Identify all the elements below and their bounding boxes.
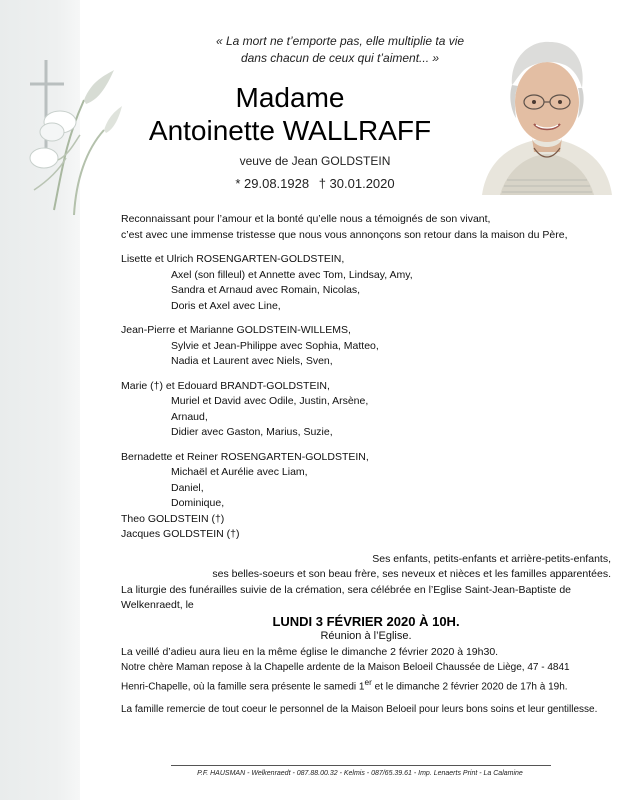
funeral-date: LUNDI 3 FÉVRIER 2020 À 10H. — [272, 613, 460, 629]
family-member: Sylvie et Jean-Philippe avec Sophia, Matteo, — [171, 339, 379, 352]
closing-relatives — [121, 552, 611, 583]
vigil-text: La veillé d’adieu aura lieu en la même église le dimanche 2 février 2020 à 19h30. — [121, 645, 499, 658]
family-member: Muriel et David avec Odile, Justin, Arsène, — [171, 395, 369, 407]
closing-line: ses belles-soeurs et son beau frère, ses neveux et nièces et les familles apparentées. — [212, 568, 611, 580]
footer-divider — [171, 765, 551, 766]
closing-line: Ses enfants, petits-enfants et arrière-petits-enfants, — [372, 552, 611, 565]
repose-line-1: Notre chère Maman repose à la Chapelle ardente de la Maison Beloeil Chaussée de Liège, 47 - 4841 — [121, 662, 570, 673]
repose-line-2 — [121, 675, 611, 694]
family-member: Axel (son filleul) et Annette avec Tom, Lindsay, Amy, — [171, 268, 413, 281]
death-date: † 30.01.2020 — [318, 176, 395, 191]
deceased-title: Madame — [235, 82, 345, 113]
life-dates — [175, 176, 455, 191]
repose-text — [121, 660, 611, 694]
family-group — [121, 379, 611, 441]
birth-date: * 29.08.1928 — [235, 176, 310, 191]
thanks-text: La famille remercie de tout coeur le personnel de la Maison Beloeil pour leurs bons soins et leur gentillesse. — [121, 704, 598, 716]
intro-line: c’est avec une immense tristesse que nous vous annonçons son retour dans la maison du Père, — [121, 228, 568, 241]
footer-credits: P.F. HAUSMAN - Welkenraedt - 087.88.00.32 - Kelmis - 087/65.39.61 - Imp. Lenaerts Print - La Calamine — [197, 770, 523, 777]
family-lead: Lisette et Ulrich ROSENGARTEN-GOLDSTEIN, — [121, 253, 345, 265]
family-lead: Marie (†) et Edouard BRANDT-GOLDSTEIN, — [121, 379, 330, 392]
cross-and-lilies-decoration — [14, 40, 124, 220]
liturgy-text: La liturgie des funérailles suivie de la crémation, sera célébrée en l’Eglise Saint-Jean-Baptiste de Welkenraedt, le — [121, 583, 571, 611]
family-lead: Jean-Pierre et Marianne GOLDSTEIN-WILLEMS, — [121, 324, 351, 336]
family-group — [121, 450, 611, 512]
quote-line-2: dans chacun de ceux qui t’aiment... » — [240, 51, 440, 65]
family-lead: Bernadette et Reiner ROSENGARTEN-GOLDSTEIN, — [121, 450, 369, 463]
family-member: Doris et Axel avec Line, — [171, 299, 281, 312]
intro-line: Reconnaissant pour l’amour et la bonté qu’elle nous a témoignés de son vivant, — [121, 213, 491, 225]
family-member: Arnaud, — [171, 410, 208, 423]
quote-line-1: « La mort ne t’emporte pas, elle multiplie ta vie — [215, 34, 465, 48]
family-member: Daniel, — [171, 481, 204, 494]
quote — [180, 33, 500, 67]
lily-flower-icon — [30, 70, 122, 215]
family-group — [121, 252, 611, 314]
deceased-name: Antoinette WALLRAFF — [148, 115, 432, 146]
single-relative: Jacques GOLDSTEIN (†) — [121, 528, 240, 540]
repose-superscript: er — [364, 677, 372, 687]
family-member: Didier avec Gaston, Marius, Suzie, — [171, 426, 333, 438]
family-member: Sandra et Arnaud avec Romain, Nicolas, — [171, 284, 361, 296]
repose-line-2-end: et le dimanche 2 février 2020 de 17h à 19h. — [371, 681, 568, 693]
reunion-text: Réunion à l’Eglise. — [320, 630, 412, 642]
repose-line-2-start: Henri-Chapelle, où la famille sera présente le samedi 1 — [121, 681, 365, 693]
widow-of: veuve de Jean GOLDSTEIN — [239, 154, 391, 168]
family-member: Nadia et Laurent avec Niels, Sven, — [171, 355, 333, 367]
portrait-photo — [482, 30, 612, 195]
family-group — [121, 323, 611, 370]
family-member: Michaël et Aurélie avec Liam, — [171, 466, 308, 478]
family-member: Dominique, — [171, 497, 225, 509]
single-relative: Theo GOLDSTEIN (†) — [121, 512, 225, 525]
announcement-body — [121, 212, 611, 718]
intro-text — [121, 212, 611, 243]
